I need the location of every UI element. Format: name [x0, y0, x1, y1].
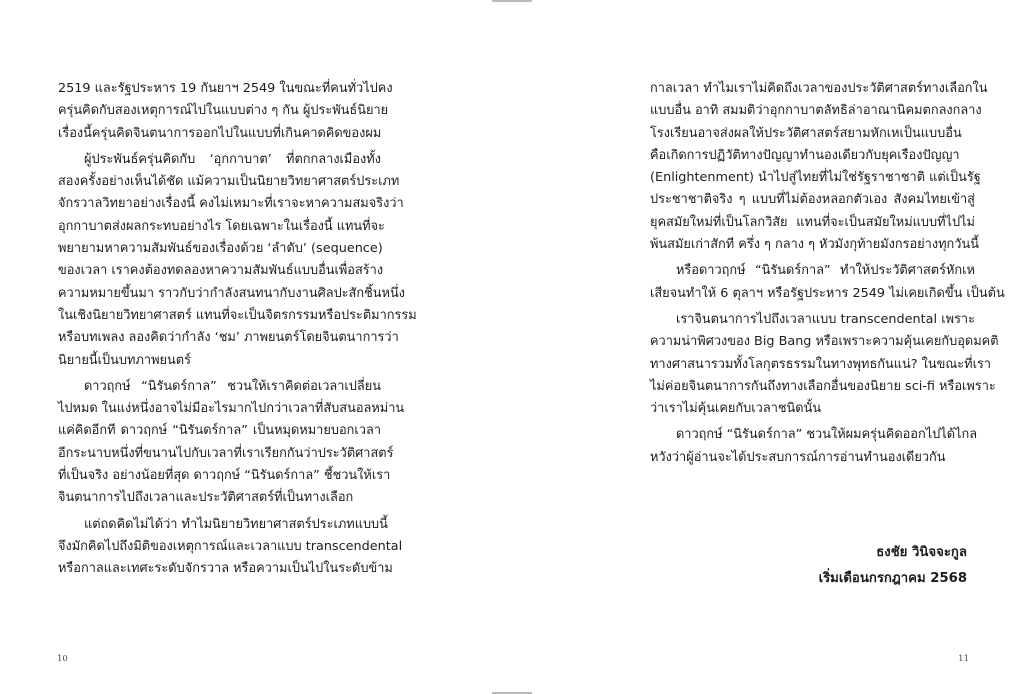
text-line: กาลเวลา ทำไมเราไม่คิดถึงเวลาของประวัติศาสตร์ทางเลือกใน [650, 81, 988, 96]
text-line: ไปหมด ในแง่หนึ่งอาจไม่มีอะไรมากไปกว่าเวลาที่สับสนอลหม่าน [58, 401, 405, 417]
paragraph [650, 424, 978, 469]
text-line: ความน่าพิศวงของ Big Bang หรือเพราะความคุ้นเคยกับอุดมคติ [650, 334, 999, 350]
text-line: จักรวาลวิทยาอย่างเรื่องนี้ คงไม่เหมาะที่เราจะหาความสมจริงว่า [58, 196, 404, 212]
text-line: หรือบทเพลง ลองคิดว่ากำลัง ‘ชม’ ภาพยนตร์โดยจินตนาการว่า [58, 330, 399, 346]
page-number: 11 [958, 654, 969, 664]
text-line: อีกระนาบหนึ่งที่ขนานไปกับเวลาที่เราเรียกกันว่าประวัติศาสตร์ [58, 445, 394, 461]
text-line: ยุคสมัยใหม่ที่เป็นโลกวิสัย แทนที่จะเป็นสมัยใหม่แบบที่ไปไม่ [650, 214, 975, 230]
text-line: ที่เป็นจริง อย่างน้อยที่สุด ดาวฤกษ์ “นิรันดร์กาล” ชี้ชวนให้เรา [58, 468, 391, 484]
text-line: ผู้ประพันธ์ครุ่นคิดกับ ‘อุกกาบาต’ ที่ตกกลางเมืองทั้ง [84, 151, 381, 167]
text-line: แค่คิดอีกที ดาวฤกษ์ “นิรันดร์กาล” เป็นหมุดหมายบอกเวลา [58, 423, 381, 439]
right-page-body [650, 78, 1005, 473]
text-line: ดาวฤกษ์ “นิรันดร์กาล” ชวนให้เราคิดต่อเวลาเปลี่ยน [84, 378, 381, 394]
paragraph [650, 260, 1005, 305]
text-line: แบบอื่น อาทิ สมมติว่าอุกกาบาตลัทธิล่าอาณานิคมตกลงกลาง [650, 103, 982, 119]
text-line: นิยายนี้เป็นบทภาพยนตร์ [58, 352, 191, 368]
paragraph [58, 376, 405, 510]
text-line: ประชาชาติจริง ๆ แบบที่ไม่ต้องหลอกตัวเอง สังคมไทยเข้าสู่ [650, 192, 975, 208]
author-name: ธงชัย วินิจจะกูล [876, 545, 967, 560]
text-line: ว่าเราไม่คุ้นเคยกับเวลาชนิดนั้น [650, 401, 822, 417]
text-line: พยายามหาความสัมพันธ์ของเรื่องด้วย ‘ลำดับ’ (sequence) [58, 241, 383, 257]
right-page [512, 0, 1024, 694]
text-line: ความหมายขึ้นมา ราวกับว่ากำลังสนทนากับงานศิลปะสักชิ้นหนึ่ง [58, 285, 405, 301]
paragraph [58, 514, 403, 581]
signature-date: เริ่มเดือนกรกฎาคม 2568 [818, 571, 967, 586]
author-signature-block [819, 540, 967, 592]
paragraph [650, 309, 999, 420]
text-line: หวังว่าผู้อ่านจะได้ประสบการณ์การอ่านทำนองเดียวกัน [650, 449, 946, 465]
paragraph [650, 78, 988, 256]
paragraph [58, 78, 393, 145]
text-line: ในเชิงนิยายวิทยาศาสตร์ แทนที่จะเป็นจิตรกรรมหรือประติมากรรม [58, 307, 417, 323]
text-line: หรือดาวฤกษ์ “นิรันดร์กาล” ทำให้ประวัติศาสตร์หักเห [676, 263, 975, 279]
left-page-body [58, 78, 417, 585]
text-line: อุกกาบาตส่งผลกระทบอย่างไร โดยเฉพาะในเรื่องนี้ แทนที่จะ [58, 218, 385, 234]
text-line: ครุ่นคิดกับสองเหตุการณ์ไปในแบบต่าง ๆ กัน ผู้ประพันธ์นิยาย [58, 103, 389, 119]
text-line: พ้นสมัยเก่าสักที ครึ่ง ๆ กลาง ๆ หัวมังกุท้ายมังกรอย่างทุกวันนี้ [650, 237, 979, 253]
text-line: ไม่ค่อยจินตนาการกันถึงทางเลือกอื่นของนิยาย sci-fi หรือเพราะ [650, 378, 996, 394]
text-line: คือเกิดการปฏิวัติทางปัญญาทำนองเดียวกับยุคเรืองปัญญา [650, 147, 960, 163]
text-line: เสียจนทำให้ 6 ตุลาฯ หรือรัฐประหาร 2549 ไม่เคยเกิดขึ้น เป็นต้น [650, 285, 1005, 301]
text-line: สองครั้งอย่างเห็นได้ชัด แม้ความเป็นนิยายวิทยาศาสตร์ประเภท [58, 174, 400, 190]
text-line: ดาวฤกษ์ “นิรันดร์กาล” ชวนให้ผมครุ่นคิดออกไปได้ไกล [676, 427, 978, 443]
text-line: แต่ถดคิดไม่ได้ว่า ทำไมนิยายวิทยาศาสตร์ประเภทแบบนี้ [84, 516, 388, 532]
text-line: ของเวลา เราคงต้องทดลองหาความสัมพันธ์แบบอื่นเพื่อสร้าง [58, 263, 384, 279]
page-number: 10 [57, 654, 68, 664]
text-line: จึงมักคิดไปถึงมิติของเหตุการณ์และเวลาแบบ transcendental [58, 538, 403, 554]
text-line: (Enlightenment) นำไปสู่ไทยที่ไม่ใช่รัฐราชาชาติ แต่เป็นรัฐ [650, 170, 981, 186]
text-line: หรือกาลและเทศะระดับจักรวาล หรือความเป็นไปในระดับข้าม [58, 561, 393, 577]
text-line: 2519 และรัฐประหาร 19 กันยาฯ 2549 ในขณะที่คนทั่วไปคง [58, 81, 393, 96]
text-line: เรื่องนี้ครุ่นคิดจินตนาการออกไปในแบบที่เกินคาดคิดของผม [58, 125, 382, 141]
text-line: เราจินตนาการไปถึงเวลาแบบ transcendental เพราะ [676, 311, 975, 327]
text-line: จินตนาการไปถึงเวลาและประวัติศาสตร์ที่เป็นทางเลือก [58, 490, 354, 506]
text-line: ทางศาสนารวมทั้งโลกุตรธรรมในทางพุทธกันแน่? ในขณะที่เรา [650, 356, 991, 372]
text-line: โรงเรียนอาจส่งผลให้ประวัติศาสตร์สยามหักเหเป็นแบบอื่น [650, 125, 962, 141]
paragraph [58, 149, 417, 372]
